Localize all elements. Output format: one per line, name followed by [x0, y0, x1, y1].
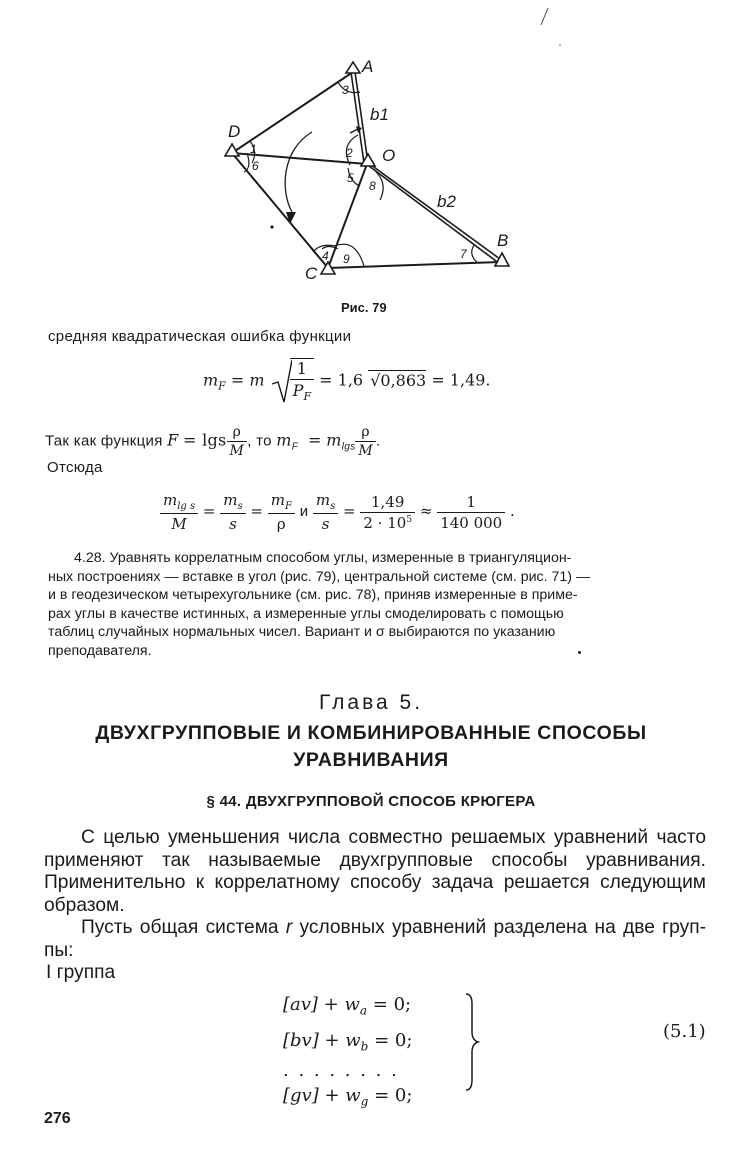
angle-label-9: 9 [343, 252, 350, 266]
chapter-title: ДВУХГРУППОВЫЕ И КОМБИНИРОВАННЫЕ СПОСОБЫ УРАВНИВАНИЯ [95, 722, 647, 771]
task-4-28: 4.28. Уравнять коррелатным способом углы, измеренные в триангуляцион- ных построениях — вставке в угол (рис. 79), центральной системе (см. рис. 71) — и в геодезическом четырехугольнике (см. рис. 78), приняв измеренные в приме- рах углы в качестве истинных, а измеренные углы смоделировать с помощью таблиц случайных нормальных чисел. Вариант и σ выбираются по указанию преподавателя. [48, 550, 591, 659]
equation-a: $[av] + w_a = 0$; [283, 994, 412, 1018]
intro-text: средняя квадратическая ошибка функции [48, 328, 352, 345]
chapter-label: Глава 5. [318, 691, 424, 714]
equation-number: (5.1) [663, 1021, 706, 1042]
paragraph-1: С целью уменьшения числа совместно решаемых уравнений часто применяют так называемые двухгрупповые способы уравнивания. Применительно к коррелатному способу задача решается следующим образом. [44, 827, 706, 916]
vertex-label-C: C [305, 264, 318, 283]
angle-label-2: 2 [346, 146, 353, 160]
since-line: Так как функция F = lgs $\frac{\rho}{M}$ , то $m_F = m_{lgs}$ $\frac{\rho}{M}$ . [45, 424, 381, 459]
right-brace [462, 992, 482, 1092]
angle-label-1: 1 [250, 142, 257, 156]
equation-g: $[gv] + w_g = 0$; [283, 1085, 413, 1109]
vertex-label-A: A [362, 57, 374, 76]
side-AD [232, 72, 353, 153]
vertex-label-B: B [497, 231, 509, 250]
paragraph-2: Пусть общая система r условных уравнений разделена на две груп- пы: [44, 917, 707, 961]
page-number: 276 [44, 1110, 71, 1127]
equation-system [283, 990, 412, 1117]
vertex-label-O: O [382, 146, 396, 165]
angle-label-7: 7 [460, 247, 467, 261]
formula-mF: $m_F = m$ $\frac{1}{P_F}$ = 1,6 √0,863 = 1,49. [203, 359, 491, 404]
side-label-b2: b2 [437, 192, 456, 211]
side-CB [328, 262, 500, 268]
figure-caption: Рис. 79 [341, 300, 387, 315]
angle-label-5: 5 [347, 171, 354, 185]
section-heading: § 44. ДВУХГРУППОВОЙ СПОСОБ КРЮГЕРА [206, 793, 536, 810]
figure-79 [0, 0, 742, 300]
angle-label-4: 4 [322, 249, 329, 263]
formula-ratio: $\frac{m_{lg s}}{M}$ = $\frac{m_s}{s}$ = $\frac{m_F}{\rho}$ и $\frac{m_s}{s}$ = $\frac{1,49}{2 \cdot 10^5}$ ≈ $\frac{1}{140 000}$ . [160, 491, 515, 533]
angle-label-6: 6 [252, 159, 259, 173]
equation-b: $[bv] + w_b = 0$; [283, 1029, 413, 1054]
side-b2 [367, 162, 500, 259]
vertex-label-D: D [228, 122, 241, 141]
equation-dots: . . . . . . . . [283, 1060, 399, 1082]
group-label: I группа [46, 962, 116, 983]
hence-label: Отсюда [47, 459, 103, 476]
angle-label-3: 3 [342, 83, 349, 97]
side-label-b1: b1 [370, 105, 389, 124]
angle-label-8: 8 [369, 179, 376, 193]
